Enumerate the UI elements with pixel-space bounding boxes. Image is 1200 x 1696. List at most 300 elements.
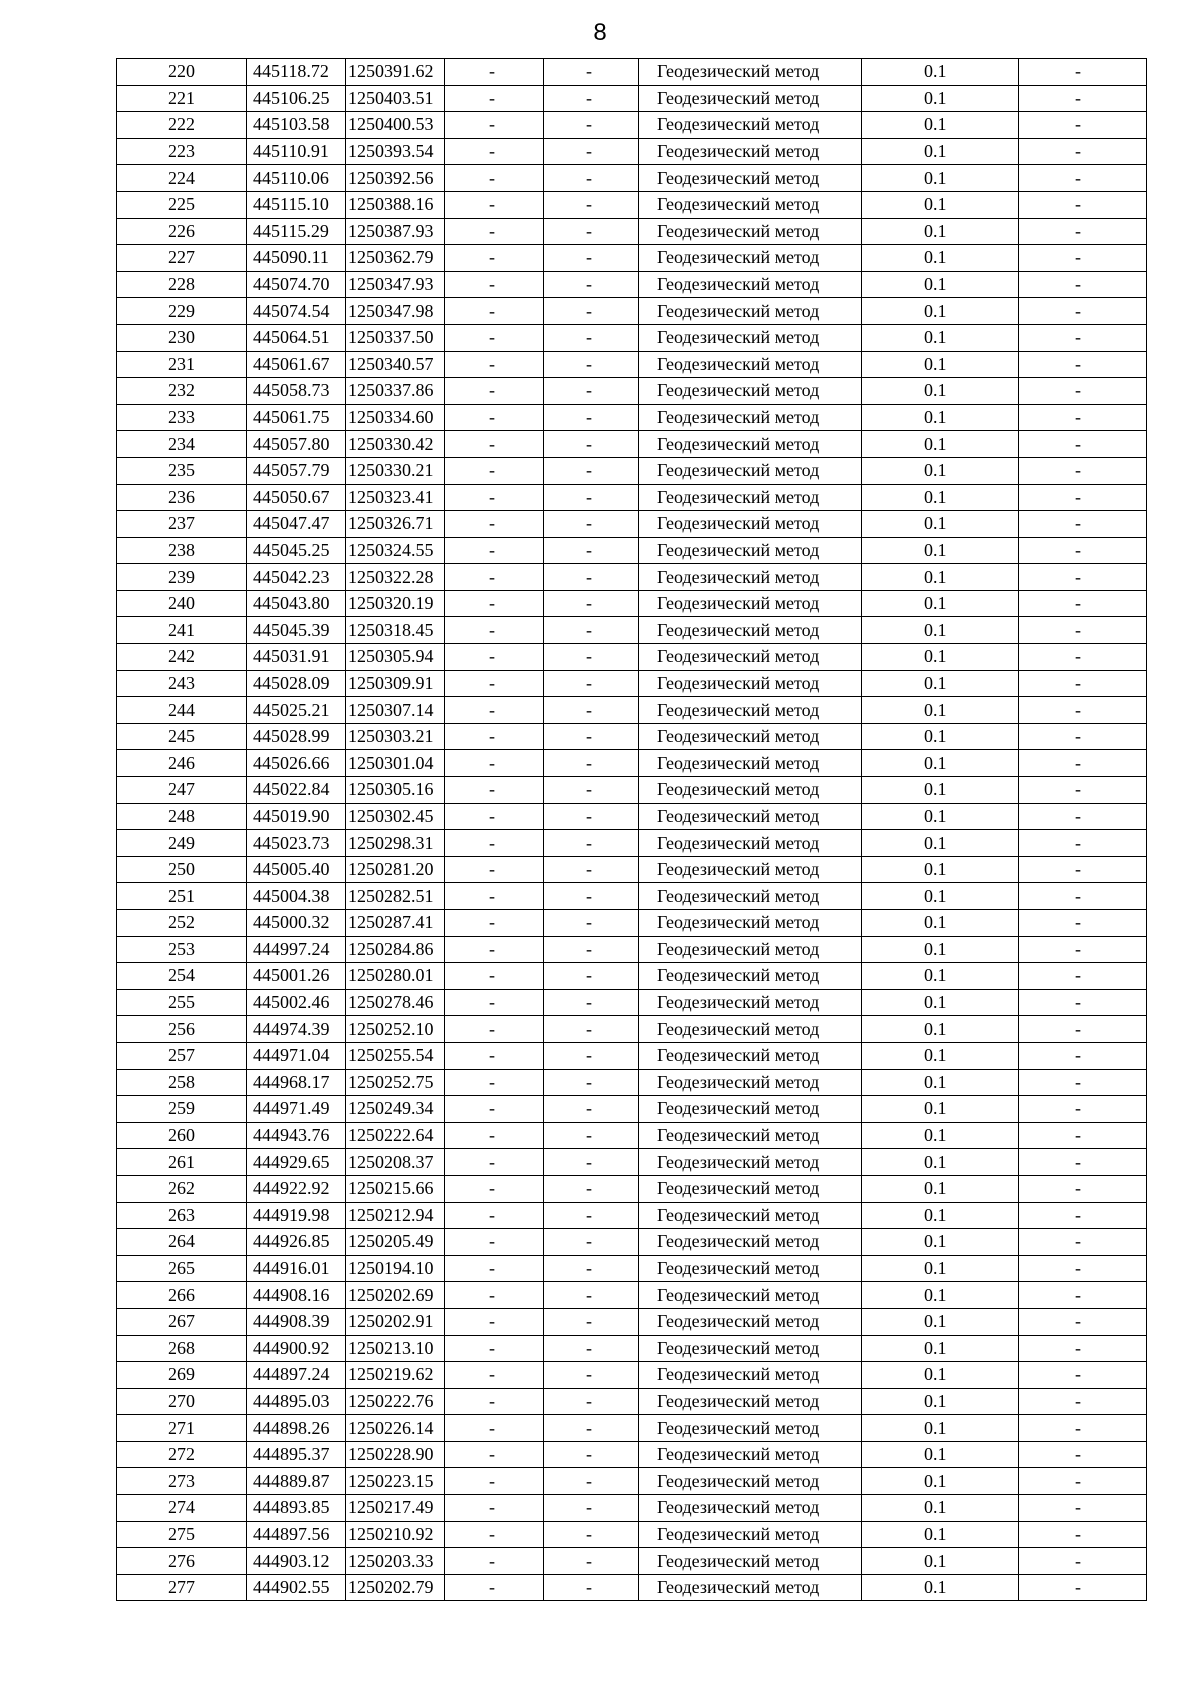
table-row [117, 1229, 1147, 1256]
empty-cell-3: - [1019, 1521, 1147, 1548]
empty-cell-3: - [1019, 431, 1147, 458]
point-number-cell: 221 [117, 85, 247, 112]
empty-cell-2: - [544, 218, 639, 245]
accuracy-cell: 0.1 [862, 1016, 1019, 1043]
point-number-cell: 234 [117, 431, 247, 458]
y-coordinate-cell: 1250205.49 [346, 1229, 445, 1256]
point-number-cell: 225 [117, 191, 247, 218]
empty-cell-1: - [445, 697, 544, 724]
empty-cell-2: - [544, 191, 639, 218]
empty-cell-1: - [445, 1335, 544, 1362]
method-cell: Геодезический метод [639, 1548, 862, 1575]
method-cell: Геодезический метод [639, 1149, 862, 1176]
point-number-cell: 262 [117, 1175, 247, 1202]
accuracy-cell: 0.1 [862, 59, 1019, 86]
empty-cell-1: - [445, 1362, 544, 1389]
x-coordinate-cell: 445074.54 [247, 298, 346, 325]
accuracy-cell: 0.1 [862, 1096, 1019, 1123]
x-coordinate-cell: 445025.21 [247, 697, 346, 724]
empty-cell-3: - [1019, 777, 1147, 804]
x-coordinate-cell: 445106.25 [247, 85, 346, 112]
empty-cell-1: - [445, 830, 544, 857]
empty-cell-3: - [1019, 1202, 1147, 1229]
table-row [117, 1441, 1147, 1468]
y-coordinate-cell: 1250219.62 [346, 1362, 445, 1389]
table-row [117, 85, 1147, 112]
method-cell: Геодезический метод [639, 803, 862, 830]
empty-cell-1: - [445, 1308, 544, 1335]
accuracy-cell: 0.1 [862, 191, 1019, 218]
empty-cell-2: - [544, 777, 639, 804]
empty-cell-2: - [544, 404, 639, 431]
empty-cell-1: - [445, 1574, 544, 1601]
method-cell: Геодезический метод [639, 670, 862, 697]
accuracy-cell: 0.1 [862, 1335, 1019, 1362]
empty-cell-2: - [544, 245, 639, 272]
table-row [117, 723, 1147, 750]
point-number-cell: 249 [117, 830, 247, 857]
accuracy-cell: 0.1 [862, 617, 1019, 644]
empty-cell-2: - [544, 298, 639, 325]
method-cell: Геодезический метод [639, 1229, 862, 1256]
table-row [117, 191, 1147, 218]
method-cell: Геодезический метод [639, 271, 862, 298]
empty-cell-2: - [544, 1574, 639, 1601]
empty-cell-2: - [544, 1495, 639, 1522]
empty-cell-2: - [544, 670, 639, 697]
y-coordinate-cell: 1250330.42 [346, 431, 445, 458]
point-number-cell: 227 [117, 245, 247, 272]
accuracy-cell: 0.1 [862, 404, 1019, 431]
method-cell: Геодезический метод [639, 750, 862, 777]
empty-cell-3: - [1019, 484, 1147, 511]
point-number-cell: 224 [117, 165, 247, 192]
table-body [117, 59, 1147, 1601]
x-coordinate-cell: 444997.24 [247, 936, 346, 963]
empty-cell-3: - [1019, 803, 1147, 830]
point-number-cell: 230 [117, 324, 247, 351]
accuracy-cell: 0.1 [862, 484, 1019, 511]
y-coordinate-cell: 1250320.19 [346, 590, 445, 617]
point-number-cell: 258 [117, 1069, 247, 1096]
empty-cell-2: - [544, 1255, 639, 1282]
accuracy-cell: 0.1 [862, 723, 1019, 750]
accuracy-cell: 0.1 [862, 1521, 1019, 1548]
y-coordinate-cell: 1250392.56 [346, 165, 445, 192]
accuracy-cell: 0.1 [862, 1202, 1019, 1229]
empty-cell-3: - [1019, 1175, 1147, 1202]
empty-cell-1: - [445, 1096, 544, 1123]
empty-cell-1: - [445, 1229, 544, 1256]
accuracy-cell: 0.1 [862, 644, 1019, 671]
point-number-cell: 265 [117, 1255, 247, 1282]
empty-cell-2: - [544, 324, 639, 351]
accuracy-cell: 0.1 [862, 1388, 1019, 1415]
point-number-cell: 238 [117, 537, 247, 564]
empty-cell-2: - [544, 112, 639, 139]
x-coordinate-cell: 444893.85 [247, 1495, 346, 1522]
empty-cell-2: - [544, 989, 639, 1016]
empty-cell-1: - [445, 803, 544, 830]
x-coordinate-cell: 444922.92 [247, 1175, 346, 1202]
y-coordinate-cell: 1250228.90 [346, 1441, 445, 1468]
table-row [117, 1282, 1147, 1309]
y-coordinate-cell: 1250387.93 [346, 218, 445, 245]
x-coordinate-cell: 445047.47 [247, 511, 346, 538]
empty-cell-3: - [1019, 1388, 1147, 1415]
empty-cell-1: - [445, 59, 544, 86]
y-coordinate-cell: 1250217.49 [346, 1495, 445, 1522]
y-coordinate-cell: 1250303.21 [346, 723, 445, 750]
empty-cell-1: - [445, 85, 544, 112]
x-coordinate-cell: 445023.73 [247, 830, 346, 857]
table-row [117, 1202, 1147, 1229]
table-row [117, 617, 1147, 644]
x-coordinate-cell: 444898.26 [247, 1415, 346, 1442]
accuracy-cell: 0.1 [862, 351, 1019, 378]
method-cell: Геодезический метод [639, 1042, 862, 1069]
table-row [117, 378, 1147, 405]
empty-cell-1: - [445, 1016, 544, 1043]
x-coordinate-cell: 444889.87 [247, 1468, 346, 1495]
point-number-cell: 251 [117, 883, 247, 910]
empty-cell-3: - [1019, 1282, 1147, 1309]
method-cell: Геодезический метод [639, 245, 862, 272]
accuracy-cell: 0.1 [862, 271, 1019, 298]
empty-cell-3: - [1019, 511, 1147, 538]
empty-cell-2: - [544, 431, 639, 458]
y-coordinate-cell: 1250322.28 [346, 564, 445, 591]
x-coordinate-cell: 444895.03 [247, 1388, 346, 1415]
method-cell: Геодезический метод [639, 963, 862, 990]
empty-cell-1: - [445, 1175, 544, 1202]
x-coordinate-cell: 445045.25 [247, 537, 346, 564]
table-row [117, 165, 1147, 192]
y-coordinate-cell: 1250298.31 [346, 830, 445, 857]
empty-cell-3: - [1019, 1548, 1147, 1575]
empty-cell-2: - [544, 750, 639, 777]
table-row [117, 271, 1147, 298]
x-coordinate-cell: 445115.10 [247, 191, 346, 218]
y-coordinate-cell: 1250388.16 [346, 191, 445, 218]
point-number-cell: 223 [117, 138, 247, 165]
table-row [117, 590, 1147, 617]
y-coordinate-cell: 1250302.45 [346, 803, 445, 830]
table-row [117, 910, 1147, 937]
accuracy-cell: 0.1 [862, 564, 1019, 591]
empty-cell-2: - [544, 936, 639, 963]
empty-cell-1: - [445, 1468, 544, 1495]
empty-cell-2: - [544, 910, 639, 937]
empty-cell-3: - [1019, 85, 1147, 112]
empty-cell-3: - [1019, 218, 1147, 245]
accuracy-cell: 0.1 [862, 112, 1019, 139]
x-coordinate-cell: 444908.16 [247, 1282, 346, 1309]
y-coordinate-cell: 1250323.41 [346, 484, 445, 511]
accuracy-cell: 0.1 [862, 1468, 1019, 1495]
accuracy-cell: 0.1 [862, 777, 1019, 804]
point-number-cell: 272 [117, 1441, 247, 1468]
method-cell: Геодезический метод [639, 59, 862, 86]
accuracy-cell: 0.1 [862, 910, 1019, 937]
x-coordinate-cell: 444943.76 [247, 1122, 346, 1149]
method-cell: Геодезический метод [639, 617, 862, 644]
empty-cell-1: - [445, 1255, 544, 1282]
accuracy-cell: 0.1 [862, 511, 1019, 538]
table-row [117, 1175, 1147, 1202]
empty-cell-2: - [544, 564, 639, 591]
point-number-cell: 260 [117, 1122, 247, 1149]
empty-cell-2: - [544, 1042, 639, 1069]
method-cell: Геодезический метод [639, 298, 862, 325]
method-cell: Геодезический метод [639, 85, 862, 112]
empty-cell-3: - [1019, 910, 1147, 937]
method-cell: Геодезический метод [639, 457, 862, 484]
empty-cell-1: - [445, 590, 544, 617]
empty-cell-2: - [544, 1175, 639, 1202]
table-row [117, 750, 1147, 777]
accuracy-cell: 0.1 [862, 590, 1019, 617]
method-cell: Геодезический метод [639, 1122, 862, 1149]
method-cell: Геодезический метод [639, 1468, 862, 1495]
empty-cell-1: - [445, 1282, 544, 1309]
empty-cell-1: - [445, 644, 544, 671]
method-cell: Геодезический метод [639, 830, 862, 857]
y-coordinate-cell: 1250324.55 [346, 537, 445, 564]
empty-cell-2: - [544, 351, 639, 378]
accuracy-cell: 0.1 [862, 830, 1019, 857]
y-coordinate-cell: 1250337.50 [346, 324, 445, 351]
empty-cell-3: - [1019, 324, 1147, 351]
empty-cell-3: - [1019, 404, 1147, 431]
empty-cell-2: - [544, 883, 639, 910]
y-coordinate-cell: 1250212.94 [346, 1202, 445, 1229]
empty-cell-2: - [544, 378, 639, 405]
table-row [117, 777, 1147, 804]
empty-cell-3: - [1019, 378, 1147, 405]
empty-cell-3: - [1019, 245, 1147, 272]
y-coordinate-cell: 1250326.71 [346, 511, 445, 538]
method-cell: Геодезический метод [639, 1016, 862, 1043]
table-row [117, 1548, 1147, 1575]
point-number-cell: 275 [117, 1521, 247, 1548]
empty-cell-3: - [1019, 1229, 1147, 1256]
method-cell: Геодезический метод [639, 511, 862, 538]
table-row [117, 1069, 1147, 1096]
method-cell: Геодезический метод [639, 1335, 862, 1362]
accuracy-cell: 0.1 [862, 378, 1019, 405]
empty-cell-3: - [1019, 590, 1147, 617]
y-coordinate-cell: 1250252.10 [346, 1016, 445, 1043]
empty-cell-1: - [445, 431, 544, 458]
empty-cell-1: - [445, 963, 544, 990]
y-coordinate-cell: 1250202.79 [346, 1574, 445, 1601]
x-coordinate-cell: 445057.79 [247, 457, 346, 484]
table-row [117, 218, 1147, 245]
empty-cell-2: - [544, 1388, 639, 1415]
x-coordinate-cell: 444971.04 [247, 1042, 346, 1069]
empty-cell-2: - [544, 723, 639, 750]
table-row [117, 1495, 1147, 1522]
method-cell: Геодезический метод [639, 697, 862, 724]
empty-cell-3: - [1019, 1042, 1147, 1069]
accuracy-cell: 0.1 [862, 936, 1019, 963]
point-number-cell: 235 [117, 457, 247, 484]
x-coordinate-cell: 445005.40 [247, 856, 346, 883]
point-number-cell: 271 [117, 1415, 247, 1442]
point-number-cell: 263 [117, 1202, 247, 1229]
y-coordinate-cell: 1250213.10 [346, 1335, 445, 1362]
empty-cell-3: - [1019, 670, 1147, 697]
y-coordinate-cell: 1250301.04 [346, 750, 445, 777]
empty-cell-2: - [544, 1149, 639, 1176]
method-cell: Геодезический метод [639, 1096, 862, 1123]
method-cell: Геодезический метод [639, 138, 862, 165]
y-coordinate-cell: 1250281.20 [346, 856, 445, 883]
point-number-cell: 255 [117, 989, 247, 1016]
empty-cell-3: - [1019, 1362, 1147, 1389]
empty-cell-1: - [445, 324, 544, 351]
accuracy-cell: 0.1 [862, 697, 1019, 724]
empty-cell-1: - [445, 989, 544, 1016]
empty-cell-1: - [445, 856, 544, 883]
point-number-cell: 247 [117, 777, 247, 804]
point-number-cell: 277 [117, 1574, 247, 1601]
accuracy-cell: 0.1 [862, 218, 1019, 245]
method-cell: Геодезический метод [639, 883, 862, 910]
x-coordinate-cell: 445110.91 [247, 138, 346, 165]
empty-cell-3: - [1019, 165, 1147, 192]
y-coordinate-cell: 1250309.91 [346, 670, 445, 697]
empty-cell-1: - [445, 1388, 544, 1415]
empty-cell-2: - [544, 1229, 639, 1256]
method-cell: Геодезический метод [639, 1282, 862, 1309]
y-coordinate-cell: 1250284.86 [346, 936, 445, 963]
empty-cell-1: - [445, 378, 544, 405]
y-coordinate-cell: 1250202.69 [346, 1282, 445, 1309]
empty-cell-2: - [544, 484, 639, 511]
y-coordinate-cell: 1250215.66 [346, 1175, 445, 1202]
accuracy-cell: 0.1 [862, 1282, 1019, 1309]
y-coordinate-cell: 1250287.41 [346, 910, 445, 937]
table-row [117, 1308, 1147, 1335]
method-cell: Геодезический метод [639, 1308, 862, 1335]
empty-cell-2: - [544, 1122, 639, 1149]
empty-cell-2: - [544, 856, 639, 883]
empty-cell-2: - [544, 1335, 639, 1362]
empty-cell-3: - [1019, 351, 1147, 378]
method-cell: Геодезический метод [639, 1415, 862, 1442]
empty-cell-3: - [1019, 830, 1147, 857]
empty-cell-1: - [445, 271, 544, 298]
empty-cell-1: - [445, 404, 544, 431]
empty-cell-2: - [544, 1202, 639, 1229]
empty-cell-1: - [445, 617, 544, 644]
point-number-cell: 231 [117, 351, 247, 378]
empty-cell-3: - [1019, 271, 1147, 298]
empty-cell-1: - [445, 1069, 544, 1096]
x-coordinate-cell: 444926.85 [247, 1229, 346, 1256]
x-coordinate-cell: 445061.75 [247, 404, 346, 431]
x-coordinate-cell: 445002.46 [247, 989, 346, 1016]
method-cell: Геодезический метод [639, 431, 862, 458]
empty-cell-1: - [445, 1042, 544, 1069]
table-row [117, 1521, 1147, 1548]
empty-cell-1: - [445, 138, 544, 165]
x-coordinate-cell: 445000.32 [247, 910, 346, 937]
y-coordinate-cell: 1250393.54 [346, 138, 445, 165]
empty-cell-1: - [445, 298, 544, 325]
point-number-cell: 253 [117, 936, 247, 963]
point-number-cell: 257 [117, 1042, 247, 1069]
point-number-cell: 250 [117, 856, 247, 883]
y-coordinate-cell: 1250280.01 [346, 963, 445, 990]
empty-cell-2: - [544, 59, 639, 86]
method-cell: Геодезический метод [639, 1255, 862, 1282]
point-number-cell: 245 [117, 723, 247, 750]
y-coordinate-cell: 1250226.14 [346, 1415, 445, 1442]
empty-cell-1: - [445, 564, 544, 591]
empty-cell-1: - [445, 537, 544, 564]
table-row [117, 644, 1147, 671]
empty-cell-2: - [544, 1016, 639, 1043]
empty-cell-3: - [1019, 617, 1147, 644]
empty-cell-1: - [445, 457, 544, 484]
page-number: 8 [593, 19, 607, 46]
x-coordinate-cell: 444916.01 [247, 1255, 346, 1282]
accuracy-cell: 0.1 [862, 1255, 1019, 1282]
method-cell: Геодезический метод [639, 936, 862, 963]
empty-cell-3: - [1019, 59, 1147, 86]
empty-cell-2: - [544, 165, 639, 192]
method-cell: Геодезический метод [639, 1362, 862, 1389]
empty-cell-3: - [1019, 1016, 1147, 1043]
point-number-cell: 259 [117, 1096, 247, 1123]
point-number-cell: 261 [117, 1149, 247, 1176]
empty-cell-3: - [1019, 112, 1147, 139]
table-row [117, 1468, 1147, 1495]
empty-cell-3: - [1019, 457, 1147, 484]
point-number-cell: 252 [117, 910, 247, 937]
empty-cell-3: - [1019, 750, 1147, 777]
empty-cell-1: - [445, 750, 544, 777]
accuracy-cell: 0.1 [862, 85, 1019, 112]
y-coordinate-cell: 1250403.51 [346, 85, 445, 112]
point-number-cell: 240 [117, 590, 247, 617]
x-coordinate-cell: 444897.56 [247, 1521, 346, 1548]
table-row [117, 697, 1147, 724]
empty-cell-3: - [1019, 298, 1147, 325]
empty-cell-1: - [445, 1521, 544, 1548]
empty-cell-3: - [1019, 723, 1147, 750]
table-row [117, 856, 1147, 883]
empty-cell-3: - [1019, 883, 1147, 910]
y-coordinate-cell: 1250362.79 [346, 245, 445, 272]
empty-cell-2: - [544, 803, 639, 830]
method-cell: Геодезический метод [639, 484, 862, 511]
x-coordinate-cell: 445028.99 [247, 723, 346, 750]
empty-cell-3: - [1019, 989, 1147, 1016]
table-row [117, 989, 1147, 1016]
point-number-cell: 266 [117, 1282, 247, 1309]
empty-cell-3: - [1019, 1096, 1147, 1123]
empty-cell-1: - [445, 191, 544, 218]
accuracy-cell: 0.1 [862, 165, 1019, 192]
method-cell: Геодезический метод [639, 564, 862, 591]
point-number-cell: 256 [117, 1016, 247, 1043]
accuracy-cell: 0.1 [862, 1042, 1019, 1069]
y-coordinate-cell: 1250391.62 [346, 59, 445, 86]
